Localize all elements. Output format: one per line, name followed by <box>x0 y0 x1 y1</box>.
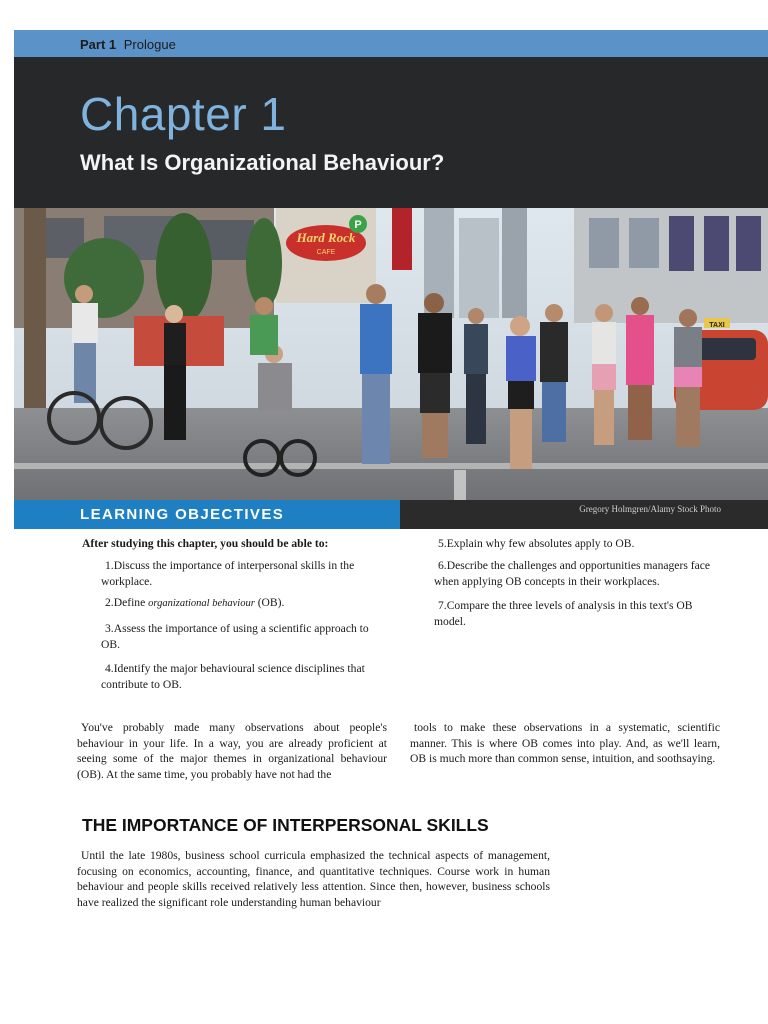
objective-2-term: organizational behaviour <box>148 598 255 609</box>
photo-credit: Gregory Holmgren/Alamy Stock Photo <box>579 504 721 514</box>
part-number: Part 1 <box>80 37 117 52</box>
objective-3 <box>101 621 381 652</box>
objective-6-text: 6.Describe the challenges and opportunities managers face when applying OB concepts in their workplaces. <box>434 559 711 588</box>
learning-objectives-title: LEARNING OBJECTIVES <box>80 506 285 523</box>
objective-3-text: 3.Assess the importance of using a scientific approach to OB. <box>101 622 369 651</box>
objective-5-text: 5.Explain why few absolutes apply to OB. <box>438 537 635 550</box>
part-name: Prologue <box>123 37 176 52</box>
objective-4-text: 4.Identify the major behavioural science disciplines that contribute to OB. <box>101 662 365 691</box>
street-crowd-photo <box>14 208 768 500</box>
objective-2 <box>101 595 381 612</box>
objectives-intro: After studying this chapter, you should be able to: <box>82 537 329 550</box>
learning-objectives-bar <box>14 500 768 529</box>
objective-2-suffix: (OB). <box>254 596 285 609</box>
objective-7 <box>434 598 724 629</box>
chapter-title: What Is Organizational Behaviour? <box>80 150 445 175</box>
objective-1-text: 1.Discuss the importance of interpersonal skills in the workplace. <box>101 559 355 588</box>
objective-4 <box>101 661 383 692</box>
objective-2-text: 2.Define <box>105 596 149 609</box>
svg-text:Hard Rock: Hard Rock <box>296 230 356 245</box>
objective-7-text: 7.Compare the three levels of analysis in this text's OB model. <box>434 599 693 628</box>
chapter-number: Chapter 1 <box>80 88 287 140</box>
svg-text:P: P <box>354 219 362 231</box>
intro-paragraph-left: You've probably made many observations about people's behaviour in your life. In a way, you are already proficient at seeing some of the major themes in organizational behaviour (OB). At the same time, you probably have not had the <box>77 721 387 782</box>
svg-text:TAXI: TAXI <box>709 322 725 329</box>
part-label <box>80 37 176 52</box>
objective-1 <box>101 558 381 589</box>
section-heading: THE IMPORTANCE OF INTERPERSONAL SKILLS <box>82 815 489 835</box>
street-crowd-illustration <box>14 208 768 500</box>
chapter-band <box>14 57 768 208</box>
intro-paragraph-right: tools to make these observations in a systematic, scientific manner. This is where OB comes into play. And, as we'll learn, OB is much more than common sense, intuition, and soothsaying. <box>410 721 720 766</box>
svg-text:CAFE: CAFE <box>316 249 336 256</box>
section-paragraph: Until the late 1980s, business school curricula emphasized the technical aspects of management, focusing on economics, accounting, finance, and quantitative techniques. Course work in human behaviour and people skills received relatively less attention. Since then, however, business schools have realized the significant role understanding human behaviour <box>77 849 550 910</box>
part-band <box>14 30 768 57</box>
objective-5 <box>434 536 724 552</box>
objective-6 <box>434 558 724 589</box>
